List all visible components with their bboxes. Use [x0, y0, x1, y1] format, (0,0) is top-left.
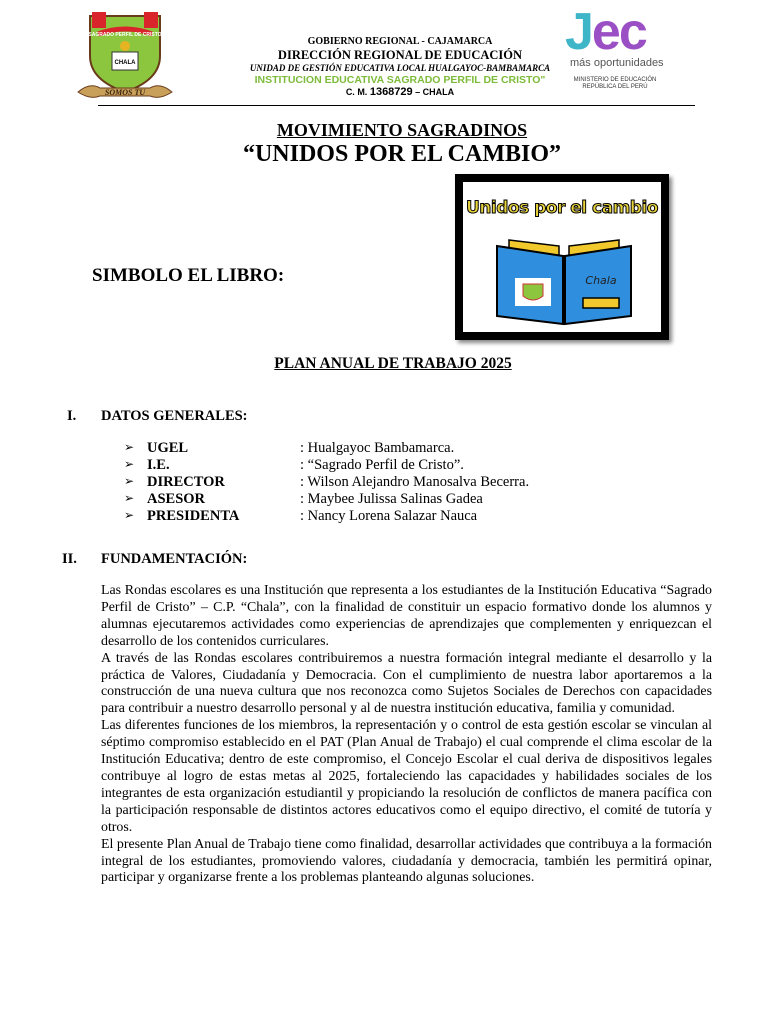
- list-item: ➢ DIRECTOR : Wilson Alejandro Manosalva Becerra.: [124, 474, 530, 490]
- paragraph: Las Rondas escolares es una Institución que representa a los estudiantes de la Institución Educativa “Sagrado Perfil de Cristo” – C.P. “Chala”, con la finalidad de constituir un espacio formativo donde los alumnos y alumnas ejecutaremos actividades como experiencias de aprendizajes que complementen y enriquezcan el desarrollo de los contenidos curriculares.: [101, 583, 712, 649]
- plan-title: PLAN ANUAL DE TRABAJO 2025: [274, 355, 512, 372]
- section-1-title: DATOS GENERALES:: [101, 408, 248, 424]
- section-2-number: II.: [62, 551, 77, 567]
- header-institution-block: [200, 36, 600, 100]
- header-ugel: UNIDAD DE GESTIÓN EDUCATIVA LOCAL HUALGAYOC-BAMBAMARCA: [249, 63, 551, 73]
- header-divider: [98, 105, 695, 106]
- paragraph: Las diferentes funciones de los miembros, la representación y o control de esta gestión escolar se vinculan al séptimo compromiso establecido en el PAT (Plan Anual de Trabajo) el cual comprende el clima escolar de la Institución Educativa; dentro de este compromiso, el Concejo Escolar el cual deriva de dispositivos legales contribuye al logro de estas metas al 2025, fortaleciendo las capacidades y habilidades sociales de los integrantes de esta organización estudiantil y propiciando la resolución de conflictos de manera pacífica con la participación responsable de distintos actores educativos como el equipo directivo, el comité de tutoría y otros.: [101, 718, 712, 835]
- list-item: ➢ ASESOR : Maybee Julissa Salinas Gadea: [124, 491, 483, 507]
- header-codigo-modular: C. M. 1368729 – CHALA: [345, 86, 455, 99]
- movement-slogan: “UNIDOS POR EL CAMBIO”: [242, 141, 562, 167]
- book-symbol-image: [455, 174, 669, 340]
- fundamentacion-body: [101, 583, 712, 887]
- symbol-label: SIMBOLO EL LIBRO:: [92, 265, 285, 286]
- ministerio-label: MINISTERIO DE EDUCACIÓN REPÚBLICA DEL PERÚ: [573, 77, 657, 91]
- movement-title: MOVIMIENTO SAGRADINOS: [276, 120, 528, 140]
- jec-tagline: más oportunidades: [570, 57, 664, 69]
- list-item: ➢ UGEL : Hualgayoc Bambamarca.: [124, 440, 455, 456]
- list-item: ➢ PRESIDENTA : Nancy Lorena Salazar Nauca: [124, 508, 478, 524]
- book-page-text: Chala: [585, 274, 617, 287]
- crest-banner-text: SAGRADO PERFIL DE CRISTO: [88, 32, 162, 38]
- header-cm-number: 1368729: [369, 86, 413, 99]
- arrow-bullet-icon: ➢: [124, 491, 135, 505]
- datos-generales-list: [124, 440, 624, 525]
- arrow-bullet-icon: ➢: [124, 508, 135, 522]
- jec-logo: Jec: [565, 3, 646, 61]
- open-book-icon: [489, 226, 639, 326]
- crest-town: CHALA: [114, 60, 136, 66]
- paragraph: A través de las Rondas escolares contribuiremos a nuestra formación integral mediante el desarrollo y la práctica de Valores, Ciudadanía y Democracia. Con el cumplimiento de nuestra labor aportaremos a la construcción de una nueva cultura que nos reconozca como Sujetos Sociales de Derechos con capacidades para contribuir a nuestro desarrollo personal y al de nuestra institución educativa, familia y comunidad.: [101, 650, 712, 717]
- section-2-title: FUNDAMENTACIÓN:: [101, 551, 248, 567]
- book-caption: Unidos por el cambio: [466, 198, 658, 218]
- header-institucion: INSTITUCION EDUCATIVA SAGRADO PERFIL DE CRISTO": [254, 73, 546, 86]
- list-item: ➢ I.E. : “Sagrado Perfil de Cristo”.: [124, 457, 464, 473]
- arrow-bullet-icon: ➢: [124, 474, 135, 488]
- header-gobierno: GOBIERNO REGIONAL - CAJAMARCA: [307, 36, 493, 47]
- header-direccion: DIRECCIÓN REGIONAL DE EDUCACIÓN: [277, 48, 523, 62]
- crest-motto: SOMOS TU: [104, 88, 146, 97]
- arrow-bullet-icon: ➢: [124, 457, 135, 471]
- section-1-number: I.: [67, 408, 77, 424]
- arrow-bullet-icon: ➢: [124, 440, 135, 454]
- school-crest-logo: [70, 8, 180, 104]
- paragraph: El presente Plan Anual de Trabajo tiene como finalidad, desarrollar actividades que contribuya a la formación integral de los estudiantes, promoviendo valores, ciudadanía y democracia, también les permitirá opinar, participar y organizarse frente a los problemas planteando algunas soluciones.: [101, 836, 712, 886]
